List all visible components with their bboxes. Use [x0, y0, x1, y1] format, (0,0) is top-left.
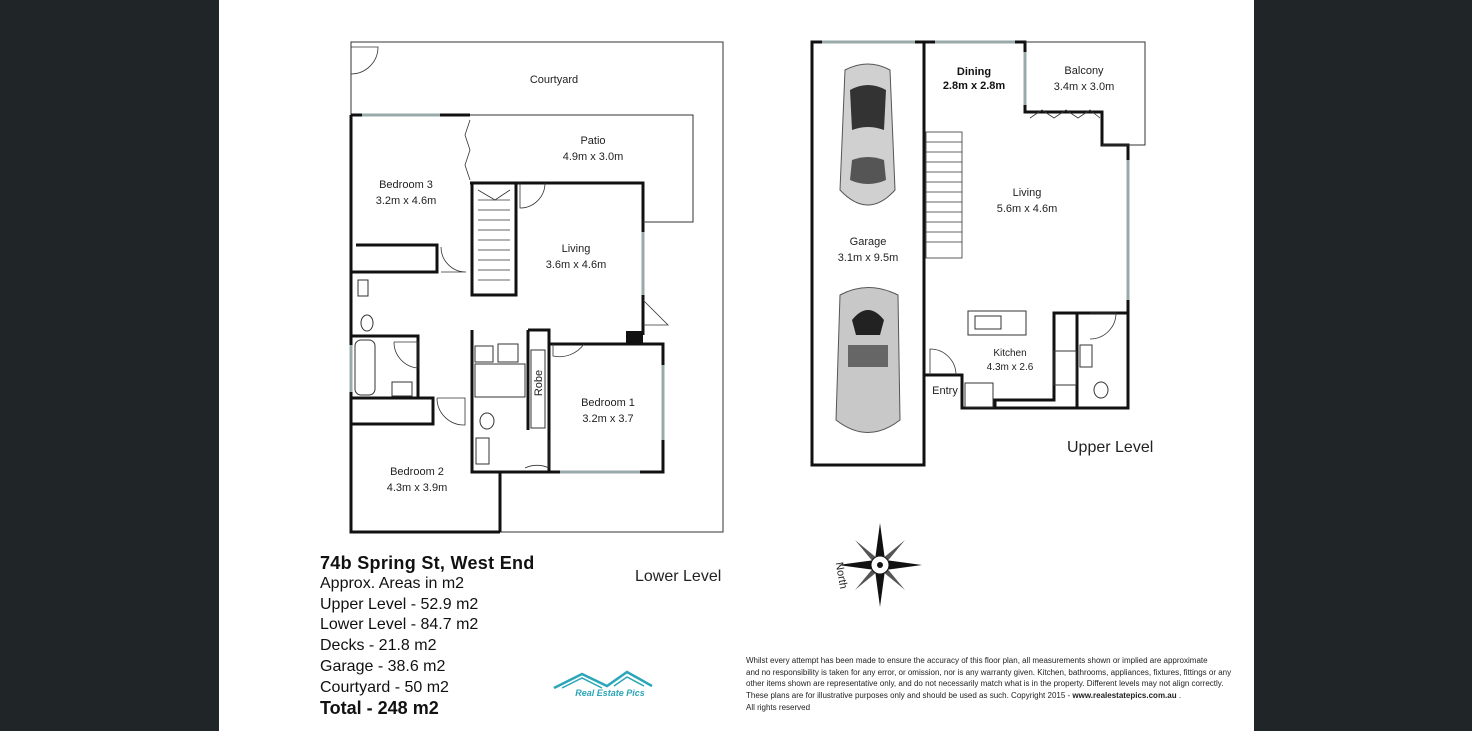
garage-car-bottom [836, 288, 900, 433]
upper-living-size: 5.6m x 4.6m [996, 203, 1058, 215]
courtyard-label: Courtyard [529, 74, 579, 86]
upper-toilet [1094, 382, 1108, 398]
upper-level-label: Upper Level [1067, 439, 1154, 456]
patio-bifold-door [465, 120, 470, 180]
area-line: Garage - 38.6 m2 [320, 657, 446, 675]
upper-level-plan [812, 42, 1153, 465]
robe-label: Robe [533, 369, 545, 397]
bedroom2-label: Bedroom 2 [390, 466, 444, 478]
area-line: Upper Level - 52.9 m2 [320, 595, 479, 613]
bedroom3-size: 3.2m x 4.6m [375, 195, 437, 207]
column [626, 331, 643, 344]
upper-stairs [926, 132, 962, 258]
entry-label: Entry [932, 385, 958, 397]
balcony-size: 3.4m x 3.0m [1053, 81, 1115, 93]
disclaimer-line: and no responsibility is taken for any error, or omission, nor is any warranty given. Kitchen, bathrooms, appliances, fixtures, fittings or any [746, 667, 1232, 677]
disclaimer-line: These plans are for illustrative purposes only and should be used as such. Copyright 2015 - [746, 691, 1073, 701]
laundry-sink [498, 344, 518, 362]
balcony-label: Balcony [1064, 65, 1104, 77]
upper-living-label: Living [1012, 187, 1042, 199]
lower-stairs [478, 190, 510, 280]
bedroom3-label: Bedroom 3 [379, 179, 433, 191]
lower-toilet [361, 315, 373, 331]
disclaimer-line-with-url: These plans are for illustrative purposes only and should be used as such. Copyright 2015 - www.realestatepics.com.au . [746, 691, 1182, 701]
area-line: Courtyard - 50 m2 [320, 678, 449, 696]
upper-bath-walls [962, 313, 1128, 408]
area-summary [320, 553, 535, 719]
cooktop [1054, 351, 1076, 385]
lower-living-size: 3.6m x 4.6m [545, 259, 607, 271]
disclaimer-line: other items shown are representative only, and do not necessarily match what is in the property. Different levels may not align correctly. [746, 679, 1224, 689]
lower-living-label: Living [561, 243, 591, 255]
patio-outline [470, 115, 693, 222]
areas-heading: Approx. Areas in m2 [320, 575, 465, 592]
patio-size: 4.9m x 3.0m [562, 151, 624, 163]
dining-label: Dining [956, 66, 992, 78]
bedroom1-door [553, 344, 584, 357]
bedroom2-door [437, 398, 465, 425]
dining-size: 2.8m x 2.8m [942, 80, 1006, 92]
ensuite-shower [475, 364, 525, 397]
area-line: Decks - 21.8 m2 [320, 637, 437, 655]
ensuite-toilet [480, 413, 494, 429]
patio-label: Patio [580, 135, 606, 147]
area-total: Total - 248 m2 [320, 698, 439, 719]
disclaimer [746, 655, 1240, 714]
kitchen-island [968, 311, 1026, 335]
bathroom-walls [351, 336, 418, 398]
disclaimer-line: Whilst every attempt has been made to ensure the accuracy of this floor plan, all measurements shown or implied are approximate [746, 656, 1208, 665]
lower-level-label: Lower Level [635, 568, 722, 585]
bedroom2-size: 4.3m x 3.9m [386, 482, 448, 494]
entry-door [930, 349, 956, 375]
living-side-door [643, 300, 668, 325]
bedroom2-north-wall [351, 398, 433, 424]
logo-text: Real Estate Pics [575, 688, 645, 698]
balcony-outline [1025, 42, 1145, 145]
bedroom3-door [441, 247, 466, 272]
ensuite-vanity [476, 438, 489, 464]
real-estate-pics-logo [552, 668, 672, 698]
website-link[interactable]: www.realestatepics.com.au [1072, 691, 1177, 701]
compass-north-label: North [832, 561, 850, 590]
bedroom1-label: Bedroom 1 [581, 397, 635, 409]
courtyard-gate [351, 47, 378, 74]
laundry-tub [475, 346, 493, 362]
ensuite-walls [472, 330, 549, 472]
property-address: 74b Spring St, West End [320, 553, 535, 573]
lower-vanity [358, 280, 368, 296]
area-line: Lower Level - 84.7 m2 [320, 616, 479, 634]
garage-size: 3.1m x 9.5m [837, 252, 899, 264]
garage-label: Garage [849, 236, 887, 248]
compass-rose [838, 523, 922, 607]
ensuite-door [525, 440, 549, 468]
upper-vanity [1080, 345, 1092, 367]
bathroom-basin [392, 382, 412, 396]
kitchen-size: 4.3m x 2.6 [986, 362, 1034, 373]
bathtub [355, 340, 375, 395]
lower-level-plan [351, 42, 723, 585]
bedroom3-south-wall [351, 245, 437, 272]
living-door [520, 183, 545, 208]
disclaimer-rights: All rights reserved [746, 702, 811, 712]
bathroom-door [394, 342, 418, 368]
kitchen-label: Kitchen [993, 348, 1027, 359]
kitchen-sink [975, 316, 1001, 329]
bedroom1-size: 3.2m x 3.7 [582, 413, 634, 425]
entry-fixture [965, 383, 993, 407]
garage-car-top [840, 64, 895, 205]
upper-bath-door [1090, 313, 1116, 339]
